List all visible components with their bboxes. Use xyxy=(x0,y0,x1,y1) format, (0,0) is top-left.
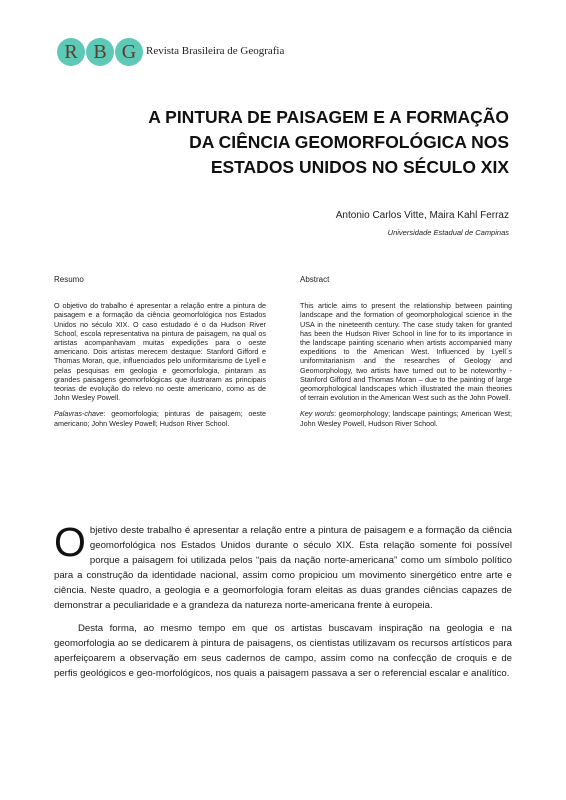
title-line-3: ESTADOS UNIDOS NO SÉCULO XIX xyxy=(210,157,509,177)
abstract-text: This article aims to present the relationship between painting landscape and the formation of geomorphological science in the USA in the nineteenth century. The case study taken for granted has been the Hudson River School in line for to its importance in the landscape painting scenario when artists accompanied many expeditions to the American West. Influenced by Lyell´s uniformitarianism and the researches of Geology and Geomorphology, two artists have turned out to be noteworthy - Stanford Gifford and Thomas Moran – due to the painting of large geomorphological landscapes which illustrated the main theories of terrain evolution in the American West such as the John Powell. xyxy=(300,301,512,403)
keywords-text: : geomorphology; landscape paintings; American West; John Wesley Powell, Hudson River School. xyxy=(300,409,512,428)
article-title xyxy=(79,105,509,180)
keywords-label: Key words xyxy=(300,409,335,419)
drop-cap: O xyxy=(54,519,86,565)
paragraph-1-text: bjetivo deste trabalho é apresentar a relação entre a pintura de paisagem e a formação da ciência geomorfológica nos Estados Unidos durante o século XIX. Esta relação somente foi possível porque a paisagem foi utilizada pelos “pais da nação norte-americana” como um símbolo político para a construção da identidade nacional, assim como propiciou um movimento sinergético entre arte e ciência. Neste quadro, a geologia e a geomorfologia foram eleitas as duas grandes ciências capazes de demonstrar a peculiaridade e a grandeza da natureza norte-americana frente à europeia. xyxy=(54,525,512,612)
title-line-2: DA CIÊNCIA GEOMORFOLÓGICA NOS xyxy=(189,132,509,152)
resumo-section xyxy=(54,275,266,435)
keywords-label: Palavras-chave xyxy=(54,409,104,419)
journal-logo xyxy=(57,38,147,70)
logo-letter-r: R xyxy=(64,41,78,63)
body-paragraph-1 xyxy=(54,519,512,614)
logo-letter-b: B xyxy=(93,41,107,63)
keywords-text: : geomorfologia; pinturas de paisagem; oeste americano; John Wesley Powell; Hudson River School. xyxy=(54,409,266,428)
journal-name: Revista Brasileira de Geografia xyxy=(146,45,285,57)
abstract-keywords xyxy=(300,409,512,427)
affiliation: Universidade Estadual de Campinas xyxy=(387,228,509,237)
article-body xyxy=(54,519,512,681)
authors: Antonio Carlos Vitte, Maira Kahl Ferraz xyxy=(335,210,509,221)
resumo-text: O objetivo do trabalho é apresentar a relação entre a pintura de paisagem e a formação da ciência geomorfológica nos Estados Unidos no século XIX. O caso estudado é o da Hudson River School, escola representativa na pintura de paisagem, na qual os artistas acompanhavam muitas expedições para o oeste americano. Dois artistas merecem destaque: Stanford Gifford e Thomas Moran, que, influenciados pelo uniformitarismo de Lyell e pelas pesquisas em geologia e geomorfologia, pintaram as grandes paisagens geomorfológicas que ilustraram as principais teorias de evolução do relevo no oeste americano, como as de John Wesley Powell. xyxy=(54,301,266,403)
body-paragraph-2: Desta forma, ao mesmo tempo em que os artistas buscavam inspiração na geologia e na geomorfologia ao se dedicarem à pintura de paisagens, os cientistas utilizavam os recursos artísticos para aperfeiçoarem a observação em seus cadernos de campo, assim como na confecção de croquis e de perfis geológicos e geo-morfológicos, nos quais a paisagem passava a ser o referencial escalar e analítico. xyxy=(54,622,512,679)
abstract-section xyxy=(300,275,512,435)
abstract-heading: Abstract xyxy=(300,275,330,284)
logo-letter-g: G xyxy=(121,41,137,63)
resumo-keywords xyxy=(54,409,266,427)
resumo-heading: Resumo xyxy=(54,275,84,284)
title-line-1: A PINTURA DE PAISAGEM E A FORMAÇÃO xyxy=(148,107,509,127)
